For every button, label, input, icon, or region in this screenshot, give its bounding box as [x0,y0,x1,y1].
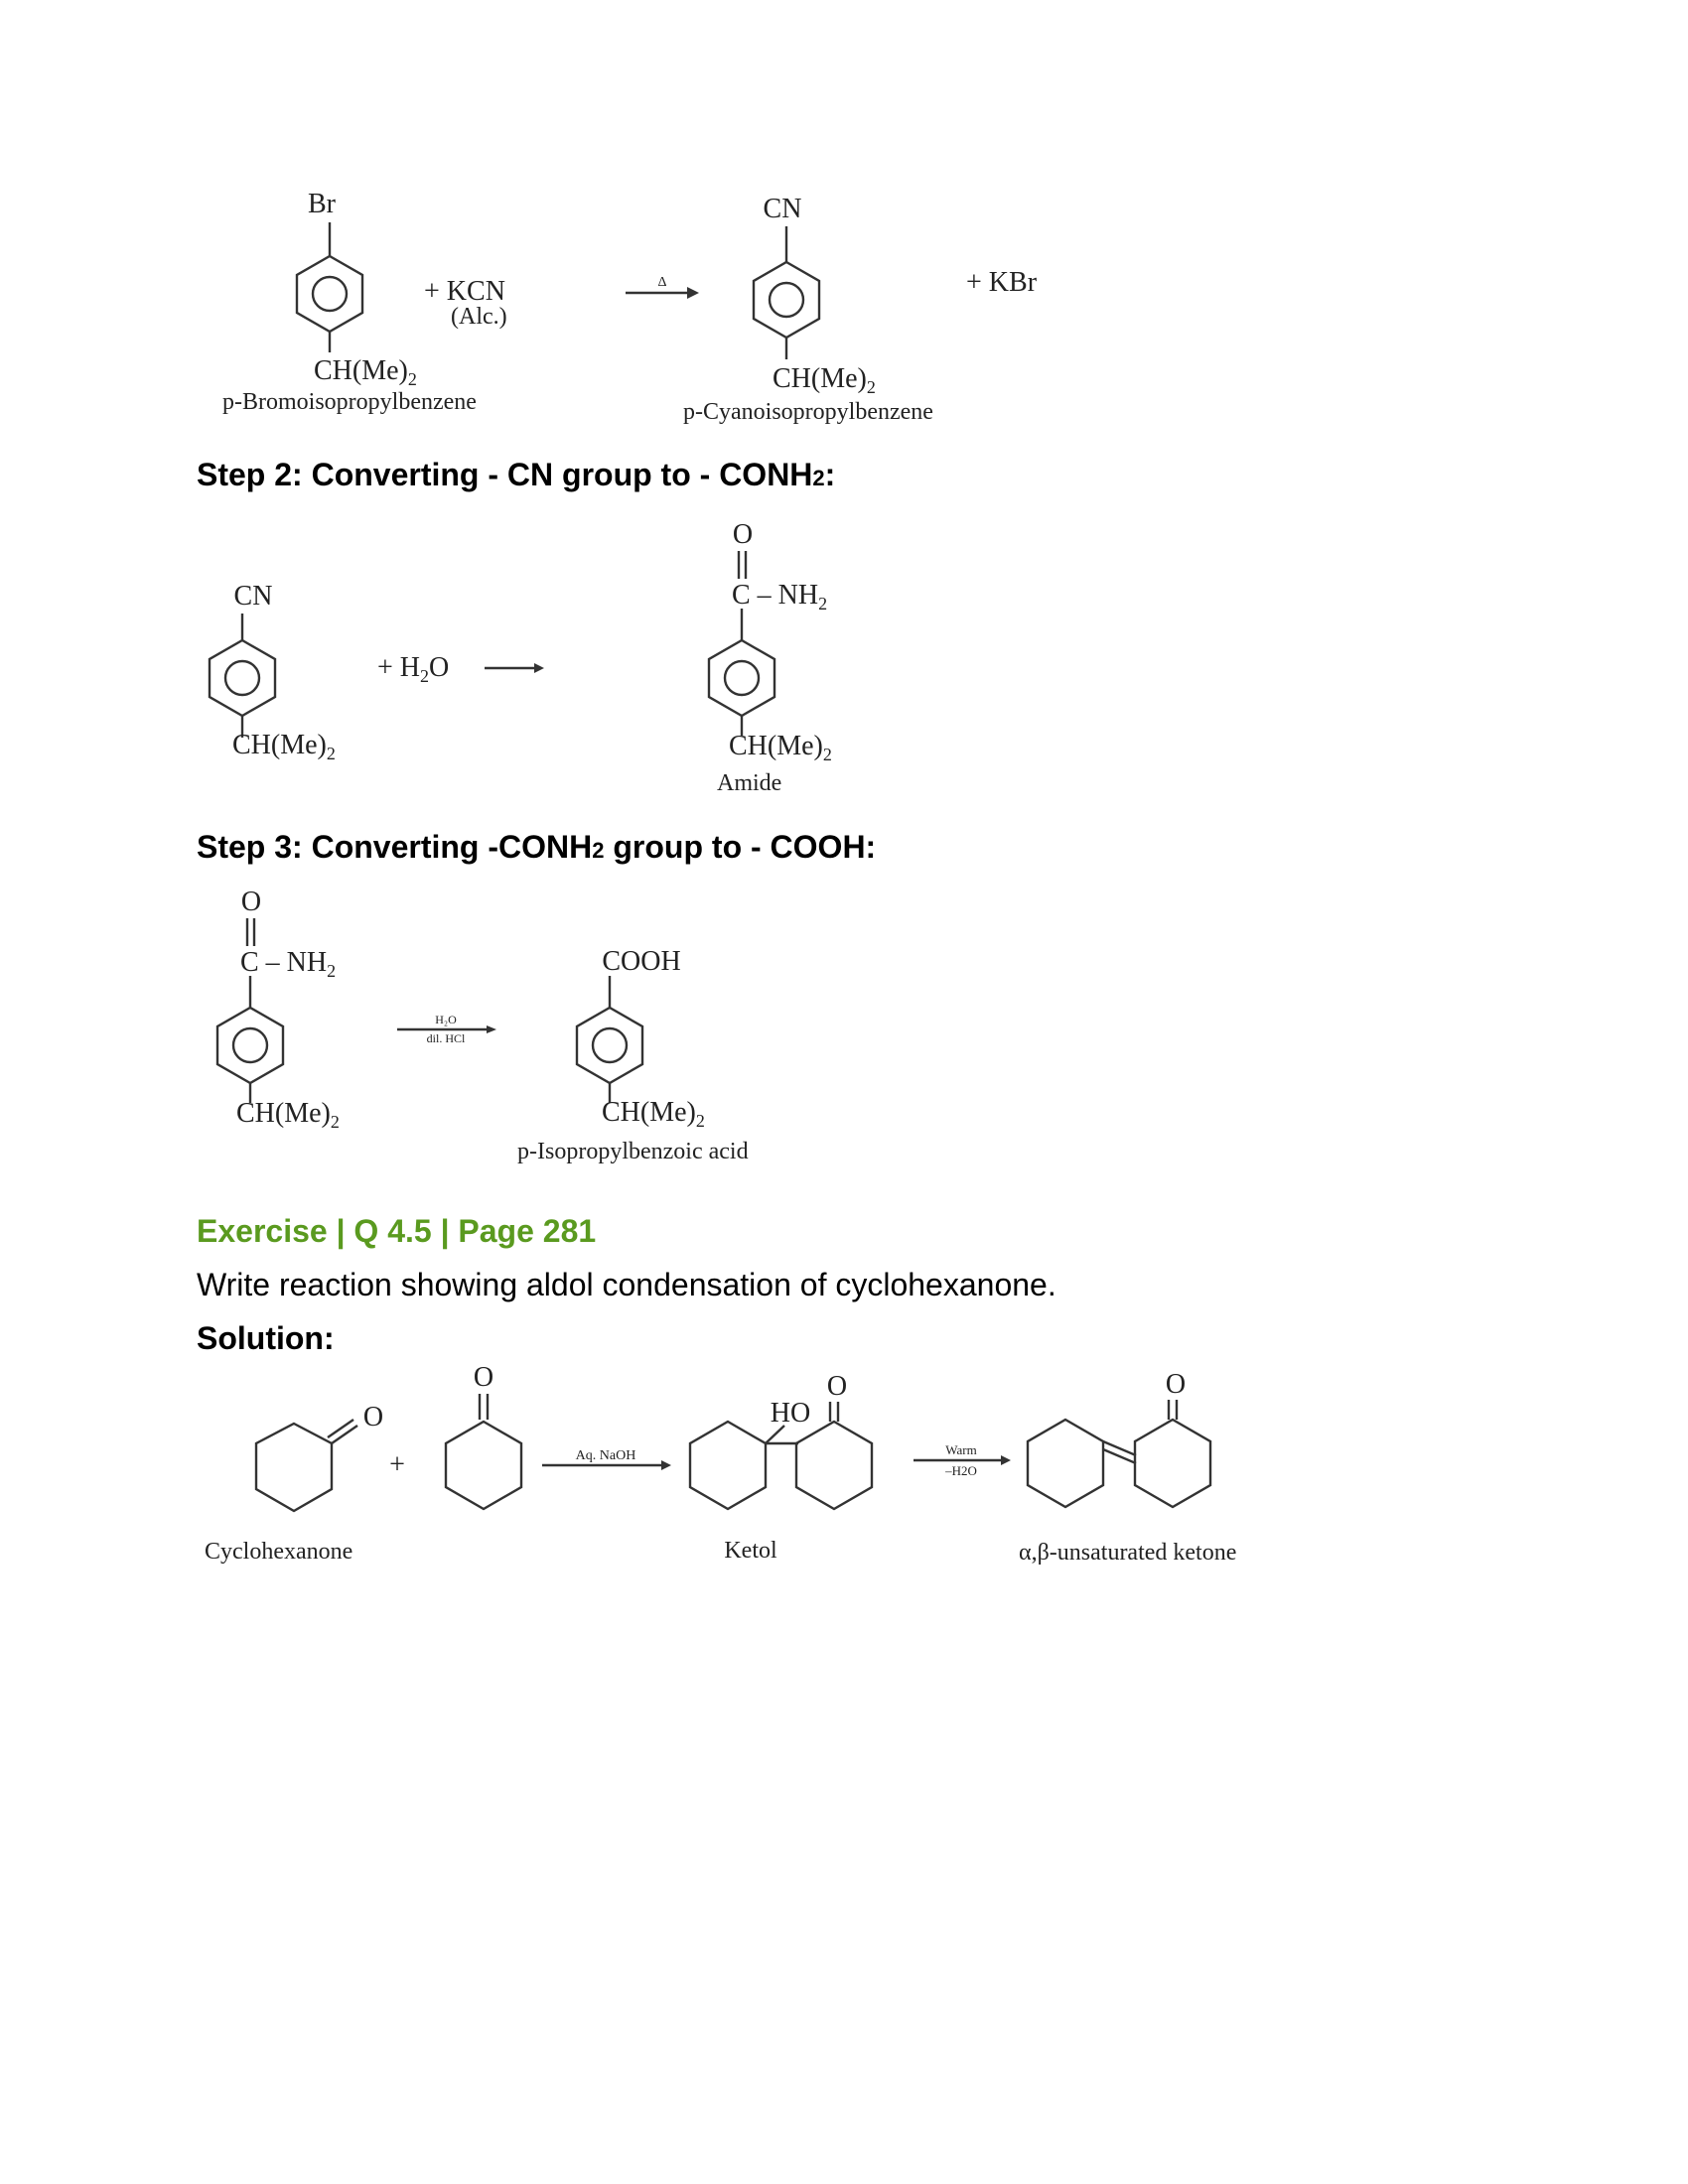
oxygen-label: O [1165,1369,1187,1400]
benzene-ring [577,1008,642,1083]
product-cooh-label: COOH [602,946,681,977]
solution-label: Solution: [197,1320,335,1356]
reactant-br-label: Br [308,189,336,219]
product-isopropyl-label: $CH(Me)_2$ [602,1097,705,1131]
exercise-title: Exercise | Q 4.5 | Page 281 [197,1213,597,1249]
benzene-ring-circle [233,1028,267,1062]
oxygen-label: O [473,1362,494,1393]
heat-label: Δ [657,275,667,290]
alc-note: (Alc.) [451,304,507,330]
cyclohexane-ring [1028,1420,1103,1507]
product-cn-label: CN [763,194,802,224]
benzene-ring [217,1008,283,1083]
step3-heading-text: Step 3: Converting -CONH [197,829,593,865]
benzene-ring-circle [313,277,347,311]
step3-heading-end: group to - COOH: [604,829,877,865]
amide-group-label: C – $NH_2$ [240,947,337,981]
benzene-ring [210,640,275,716]
arrow-head [687,287,699,299]
double-bond-line [1103,1441,1136,1455]
cyclohexane-ring [796,1422,872,1509]
arrow-bottom-condition: dil. HCl [426,1031,466,1045]
double-bond-line [1103,1449,1136,1463]
step2-reaction-diagram [199,511,894,809]
reactant-isopropyl-label: $CH(Me)_2$ [314,355,417,389]
benzene-ring [754,262,819,338]
arrow2-top-condition: Warm [945,1442,977,1457]
product-name: p-Isopropylbenzoic acid [517,1139,749,1164]
arrow-head [661,1460,671,1470]
hydroxyl-label: HO [770,1398,811,1429]
cyclohexane-ring [1135,1420,1210,1507]
reactant-cn-label: CN [233,581,273,612]
reactant-oxygen-label: O [240,887,262,917]
arrow-head [1001,1455,1011,1465]
benzene-ring-circle [225,661,259,695]
plus-sign: + [389,1449,405,1480]
exercise-question: Write reaction showing aldol condensation of cyclohexanone. [197,1267,1056,1302]
step3-heading-sub: 2 [592,838,605,863]
oxygen-label: O [826,1371,848,1402]
amide-group-label: C – $NH_2$ [732,580,828,614]
step3-reaction-diagram [199,879,894,1176]
product-name: Amide [717,770,782,796]
step2-heading-text: Step 2: Converting - CN group to - CONH [197,457,813,492]
step3-heading [197,829,876,866]
cyclohexanone-name: Cyclohexanone [205,1539,353,1565]
reactant-isopropyl-label: $CH(Me)_2$ [236,1098,340,1132]
unsaturated-ketone-name: α,β-unsaturated ketone [1019,1540,1237,1566]
kbr-byproduct: + KBr [966,267,1038,298]
cyclohexane-ring [256,1424,332,1511]
arrow-head [487,1025,496,1033]
benzene-ring-circle [725,661,759,695]
carbonyl-bond [328,1420,353,1437]
cyclohexane-ring [690,1422,766,1509]
step1-reaction-diagram [199,179,1092,447]
arrow2-bottom-condition: –H2O [945,1463,977,1478]
benzene-ring-circle [770,283,803,317]
step2-heading-end: : [824,457,836,492]
benzene-ring [297,256,362,332]
arrow-top-condition: H₂O [435,1013,457,1026]
ketol-name: Ketol [724,1538,777,1564]
oxygen-label: O [362,1402,384,1433]
arrow-head [534,663,544,673]
water-reagent: + $H_2O$ [377,652,450,686]
kcn-reagent: + KCN [424,276,505,307]
reactant-isopropyl-label: $CH(Me)_2$ [232,730,336,763]
product-oxygen-label: O [732,519,754,550]
product-isopropyl-label: $CH(Me)_2$ [773,363,876,397]
product-name: p-Cyanoisopropylbenzene [683,399,933,425]
reactant-name: p-Bromoisopropylbenzene [222,389,477,415]
step2-heading-sub: 2 [812,466,825,490]
carbonyl-bond [332,1426,357,1443]
step2-heading [197,457,835,493]
cyclohexane-ring [446,1422,521,1509]
product-isopropyl-label: $CH(Me)_2$ [729,731,832,764]
aldol-reaction-diagram [199,1360,1311,1588]
benzene-ring [709,640,774,716]
arrow1-condition: Aq. NaOH [575,1448,636,1463]
benzene-ring-circle [593,1028,627,1062]
